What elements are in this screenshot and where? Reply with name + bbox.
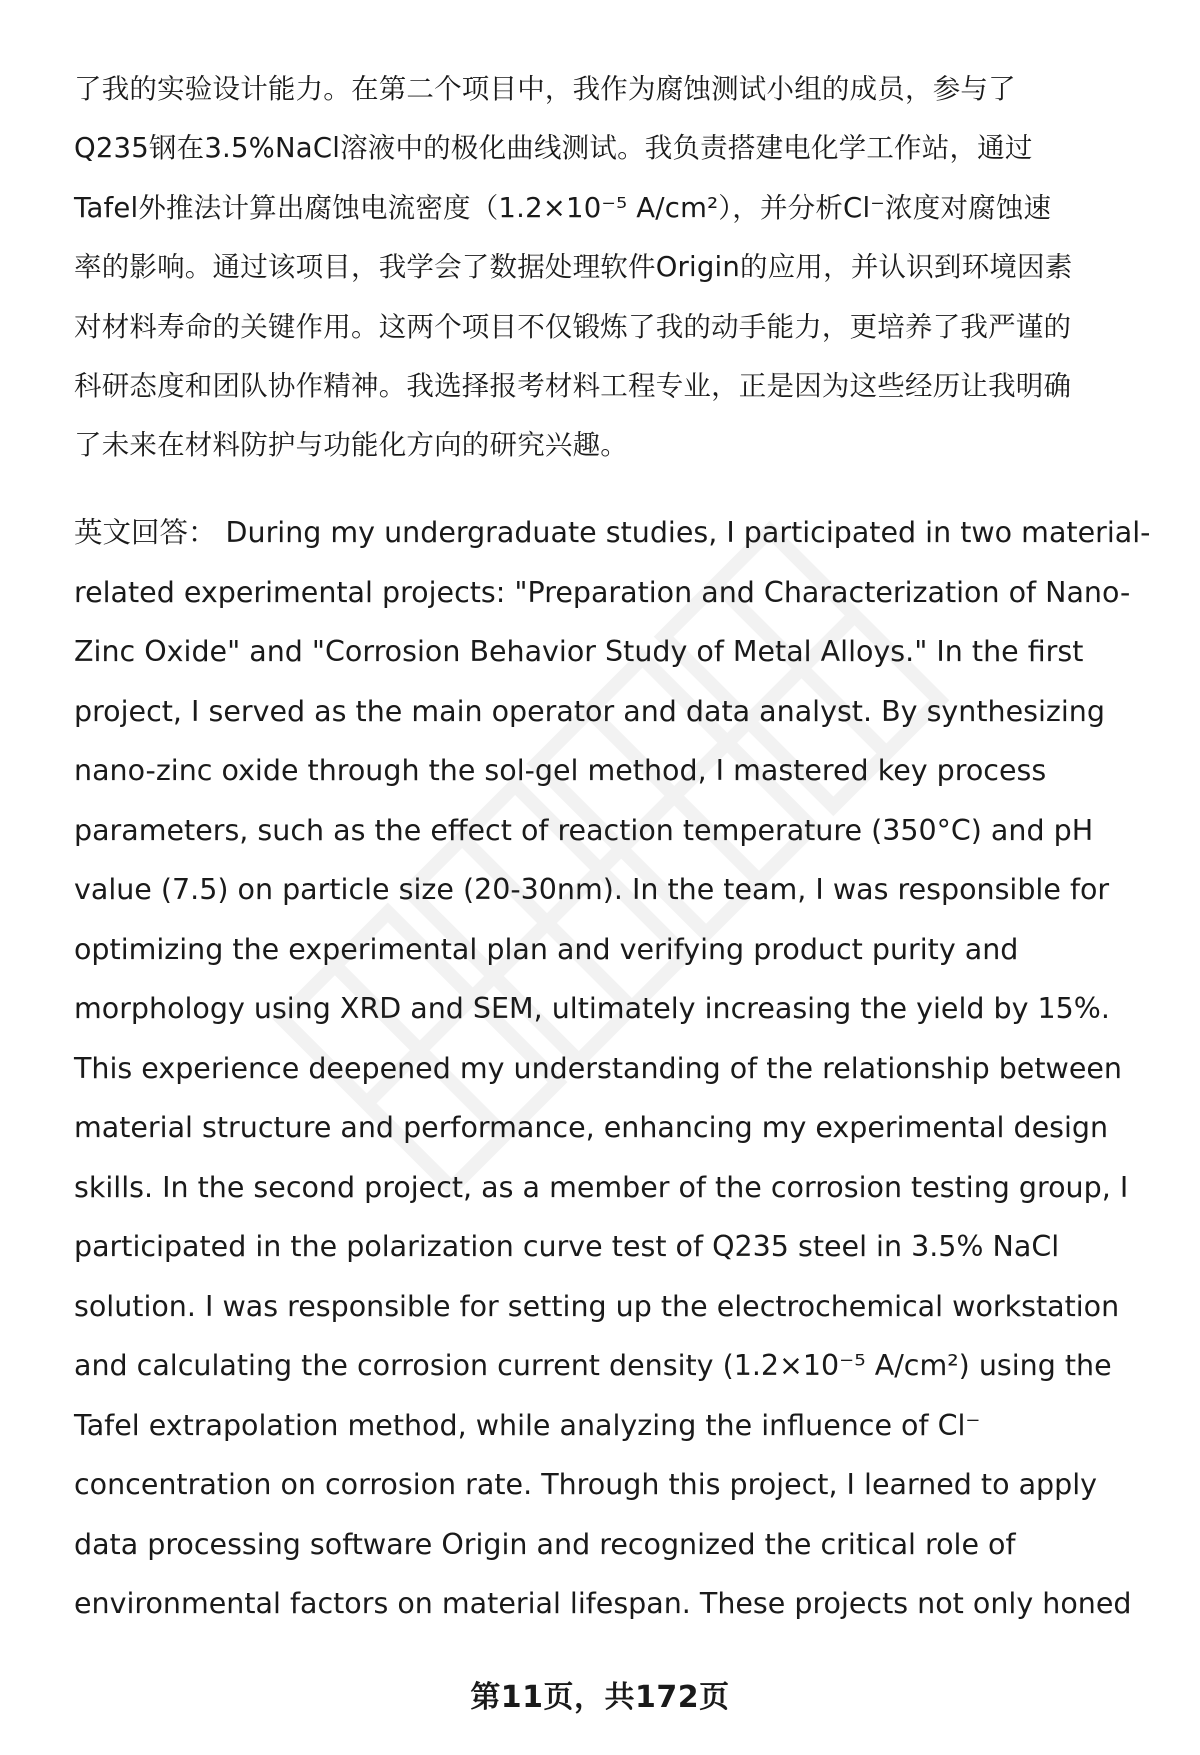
english-line: Tafel extrapolation method, while analyzing the influence of Cl⁻: [74, 1408, 981, 1442]
english-line: This experience deepened my understanding of the relationship between: [74, 1051, 1122, 1085]
english-line: and calculating the corrosion current density (1.2×10⁻⁵ A/cm²) using the: [74, 1349, 1112, 1382]
chinese-line: 科研态度和团队协作精神。我选择报考材料工程专业，正是因为这些经历让我明确: [74, 369, 1072, 402]
english-line: related experimental projects: "Preparation and Characterization of Nano-: [74, 575, 1131, 609]
english-line: 英文回答： During my undergraduate studies, I participated in two material-: [74, 516, 1151, 549]
english-line: material structure and performance, enhancing my experimental design: [74, 1111, 1109, 1144]
english-line: nano-zinc oxide through the sol-gel method, I mastered key process: [74, 754, 1047, 787]
english-line: optimizing the experimental plan and verifying product purity and: [74, 932, 1019, 966]
english-line: environmental factors on material lifespan. These projects not only honed: [74, 1587, 1132, 1620]
english-line: Zinc Oxide" and "Corrosion Behavior Study of Metal Alloys." In the first: [74, 635, 1084, 668]
chinese-line: 了未来在材料防护与功能化方向的研究兴趣。: [74, 429, 628, 462]
english-line: data processing software Origin and recognized the critical role of: [74, 1527, 1016, 1561]
chinese-line: Tafel外推法计算出腐蚀电流密度（1.2×10⁻⁵ A/cm²），并分析Cl⁻浓度对腐蚀速: [74, 191, 1052, 224]
english-line: skills. In the second project, as a member of the corrosion testing group, I: [74, 1170, 1129, 1204]
chinese-line: 了我的实验设计能力。在第二个项目中，我作为腐蚀测试小组的成员，参与了: [74, 73, 1016, 105]
chinese-line: Q235钢在3.5%NaCl溶液中的极化曲线测试。我负责搭建电化学工作站，通过: [74, 132, 1033, 165]
english-answer-paragraph: [74, 503, 1154, 1634]
chinese-answer-paragraph: [74, 60, 1154, 476]
chinese-line: 率的影响。通过该项目，我学会了数据处理软件Origin的应用，并认识到环境因素: [74, 251, 1073, 284]
english-line: morphology using XRD and SEM, ultimately increasing the yield by 15%.: [74, 992, 1110, 1025]
english-line: parameters, such as the effect of reaction temperature (350°C) and pH: [74, 813, 1094, 847]
english-line: participated in the polarization curve test of Q235 steel in 3.5% NaCl: [74, 1230, 1060, 1263]
english-line: value (7.5) on particle size (20-30nm). In the team, I was responsible for: [74, 873, 1110, 906]
english-line: solution. I was responsible for setting up the electrochemical workstation: [74, 1289, 1120, 1323]
english-line: concentration on corrosion rate. Through this project, I learned to apply: [74, 1468, 1098, 1501]
chinese-line: 对材料寿命的关键作用。这两个项目不仅锻炼了我的动手能力，更培养了我严谨的: [74, 310, 1072, 343]
english-line: project, I served as the main operator and data analyst. By synthesizing: [74, 694, 1105, 728]
page-number-footer: 第11页，共172页: [470, 1680, 730, 1715]
